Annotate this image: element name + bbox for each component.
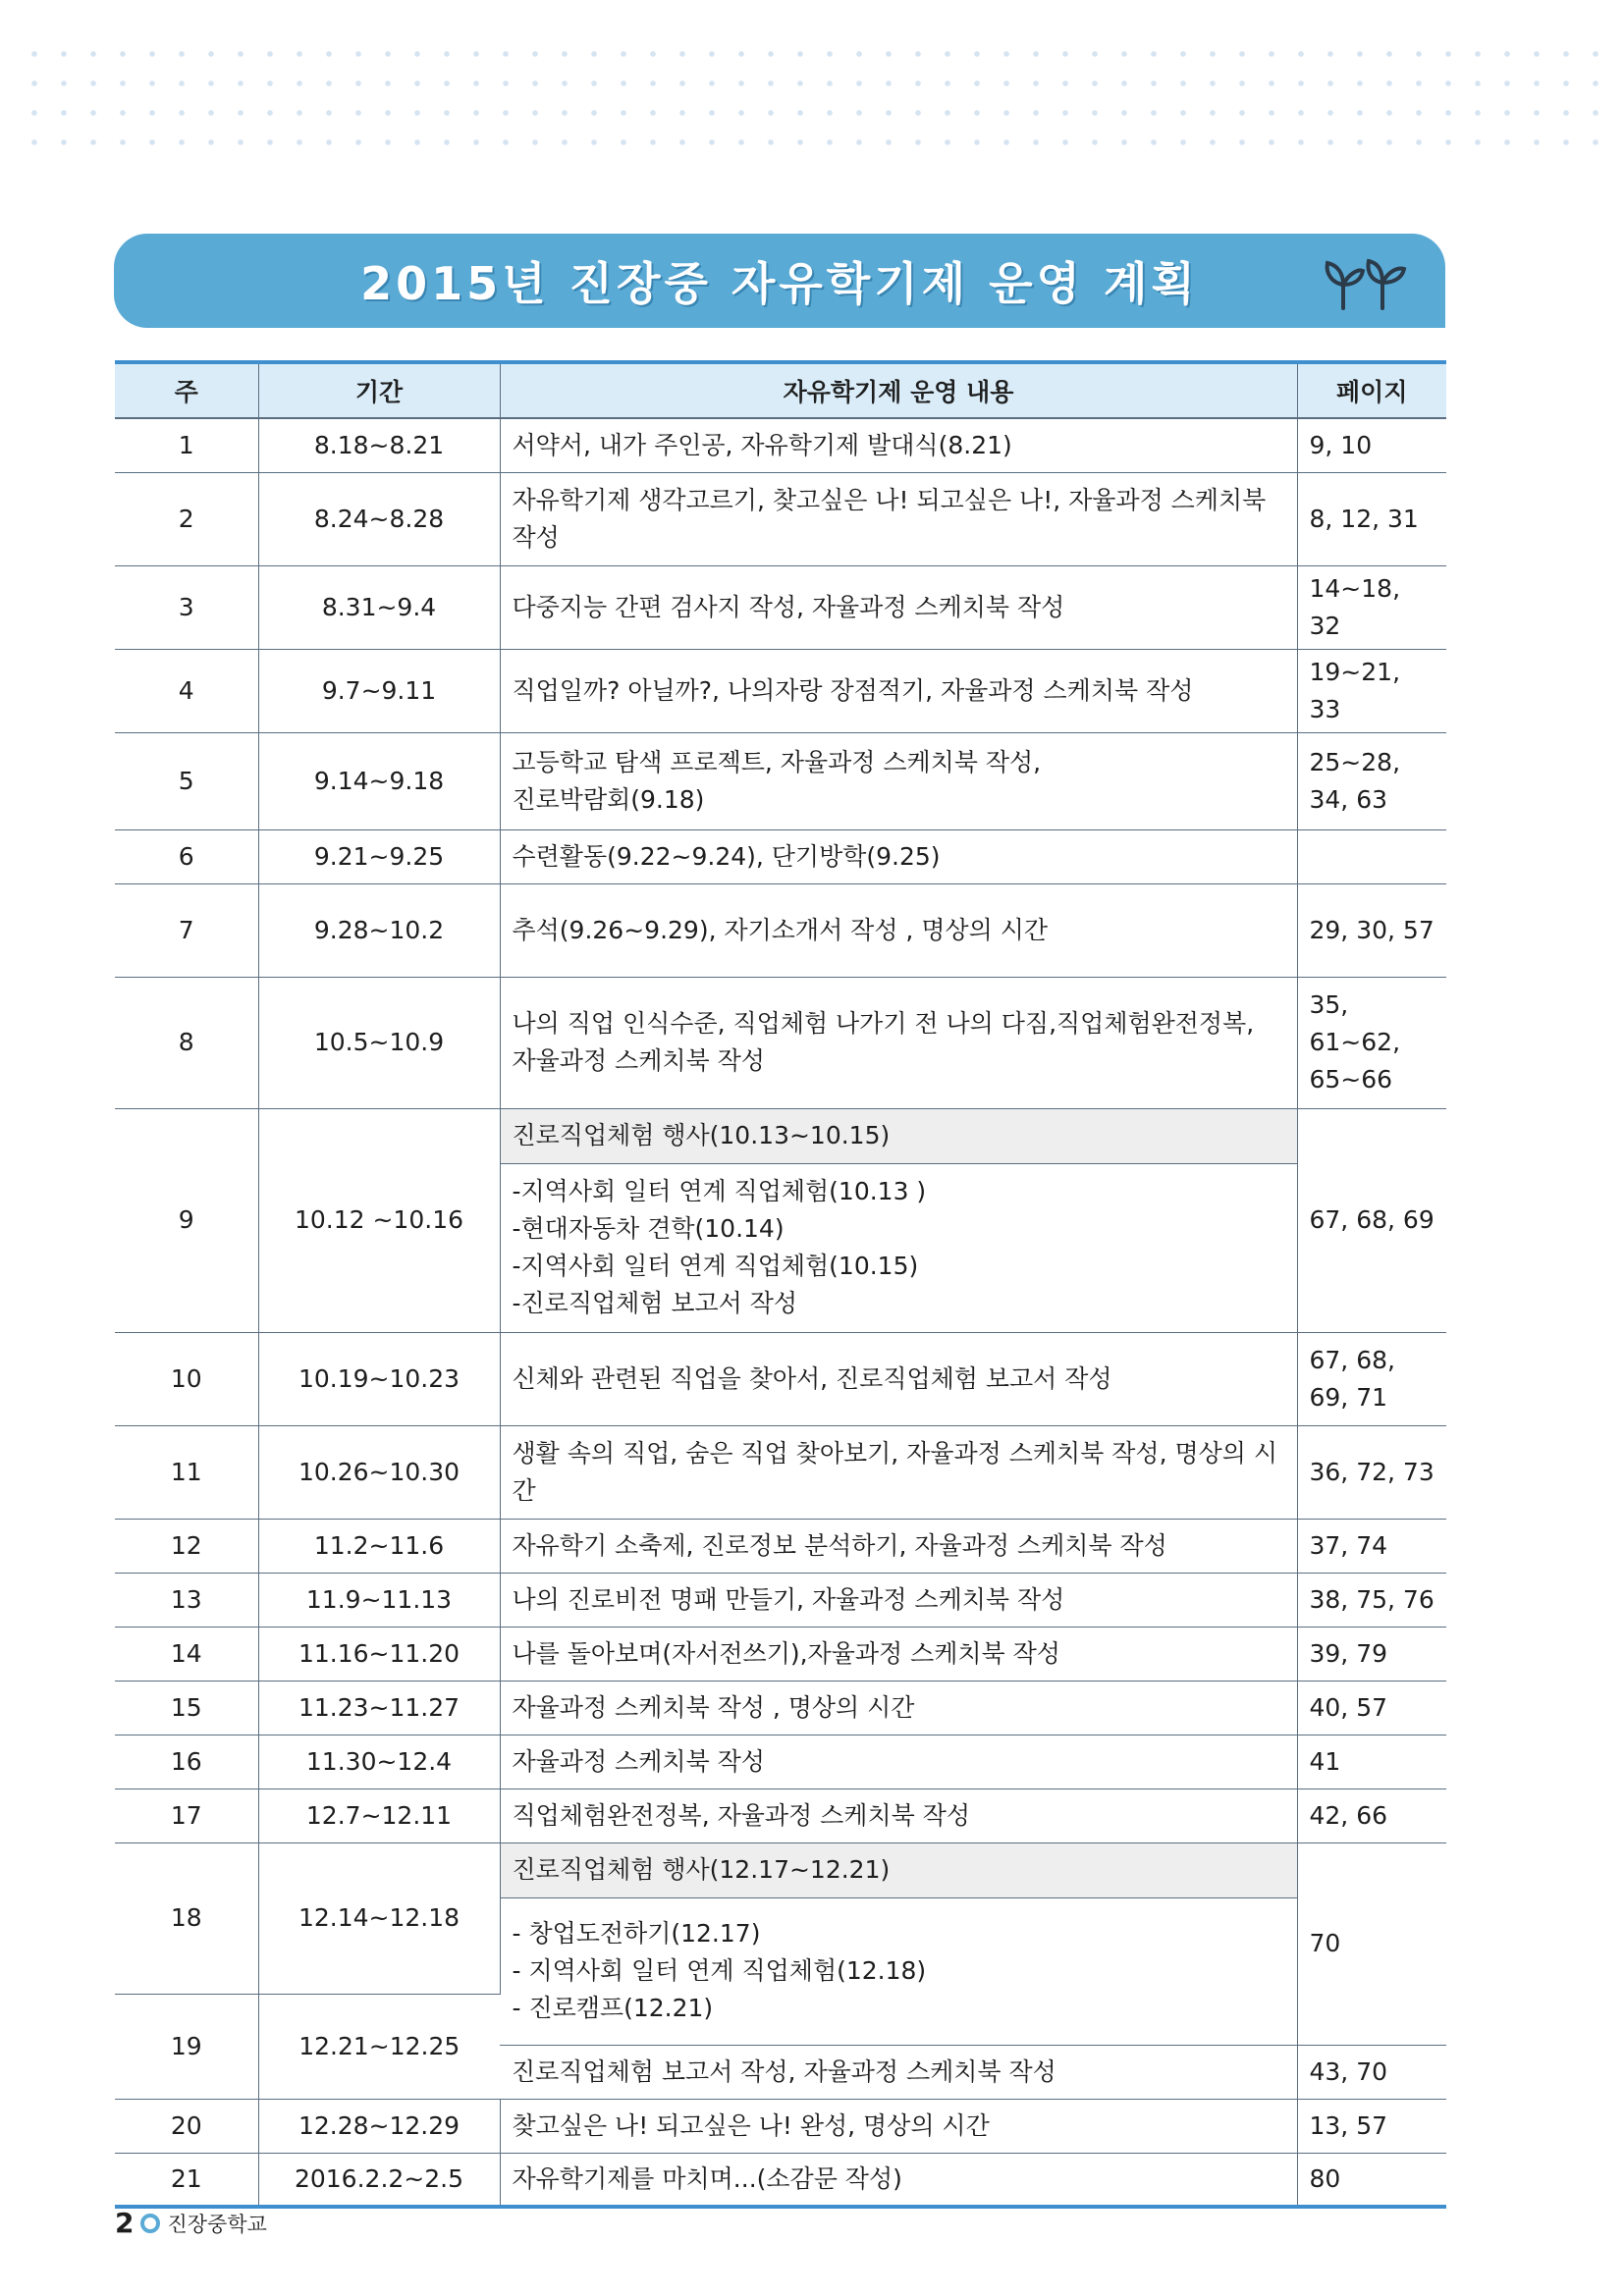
week-cell: 19 [115,1994,258,2099]
table-row [115,649,1446,732]
table-row [115,565,1446,649]
schedule-table [115,360,1446,2209]
pages-cell: 36, 72, 73 [1297,1425,1446,1519]
period-cell: 11.16~11.20 [258,1627,500,1681]
pages-line: 61~62, [1309,1028,1401,1056]
content-cell: 신체와 관련된 직업을 찾아서, 진로직업체험 보고서 작성 [500,1332,1297,1425]
period-cell: 10.5~10.9 [258,977,500,1108]
content-line: 진로박람회(9.18) [512,784,705,814]
pages-cell: 13, 57 [1297,2099,1446,2153]
content-cell [500,1163,1297,1332]
pages-line: 25~28, [1309,747,1401,776]
col-header-week: 주 [115,362,258,418]
col-header-content: 자유학기제 운영 내용 [500,362,1297,418]
period-cell: 12.7~12.11 [258,1789,500,1842]
week-cell: 17 [115,1789,258,1842]
pages-cell: 19~21, 33 [1297,649,1446,732]
table-row [115,1842,1446,1897]
period-cell: 11.23~11.27 [258,1681,500,1735]
content-cell: 나의 직업 인식수준, 직업체험 나가기 전 나의 다짐,직업체험완전정복, 자율과정 스케치북 작성 [500,977,1297,1108]
page-title: 2015년 진장중 자유학기제 운영 계획 [360,257,1199,310]
content-line: -현대자동차 견학(10.14) [512,1214,785,1243]
pages-cell: 43, 70 [1297,2045,1446,2099]
period-cell: 9.21~9.25 [258,829,500,883]
pages-cell [1297,829,1446,883]
pages-cell: 29, 30, 57 [1297,883,1446,977]
period-cell: 9.28~10.2 [258,883,500,977]
content-cell: 추석(9.26~9.29), 자기소개서 작성 , 명상의 시간 [500,883,1297,977]
pages-cell: 8, 12, 31 [1297,472,1446,565]
period-cell: 11.30~12.4 [258,1735,500,1789]
period-cell: 12.28~12.29 [258,2099,500,2153]
pages-cell: 9, 10 [1297,418,1446,472]
col-header-pages: 페이지 [1297,362,1446,418]
table-row [115,1108,1446,1163]
table-row [115,883,1446,977]
pages-cell: 67, 68, 69 [1297,1108,1446,1332]
content-line: 고등학교 탐색 프로젝트, 자율과정 스케치북 작성, [512,747,1042,776]
period-cell: 8.31~9.4 [258,565,500,649]
pages-line: 65~66 [1309,1065,1393,1094]
table-row [115,732,1446,829]
week-cell: 9 [115,1108,258,1332]
table-row [115,1735,1446,1789]
week-cell: 2 [115,472,258,565]
period-cell: 11.2~11.6 [258,1519,500,1573]
pages-cell: 39, 79 [1297,1627,1446,1681]
col-header-period: 기간 [258,362,500,418]
table-row [115,2099,1446,2153]
table-row [115,1519,1446,1573]
period-cell: 8.24~8.28 [258,472,500,565]
table-row [115,1573,1446,1627]
content-cell: 찾고싶은 나! 되고싶은 나! 완성, 명상의 시간 [500,2099,1297,2153]
content-cell: 진로직업체험 보고서 작성, 자율과정 스케치북 작성 [500,2045,1297,2099]
content-line: - 지역사회 일터 연계 직업체험(12.18) [512,1956,927,1985]
school-logo-icon [139,2213,161,2234]
pages-cell: 41 [1297,1735,1446,1789]
content-line: -지역사회 일터 연계 직업체험(10.13 ) [512,1177,927,1205]
header-row [115,362,1446,418]
pages-cell: 42, 66 [1297,1789,1446,1842]
week-cell: 10 [115,1332,258,1425]
period-cell: 8.18~8.21 [258,418,500,472]
event-title-cell: 진로직업체험 행사(10.13~10.15) [500,1108,1297,1163]
week-cell: 3 [115,565,258,649]
content-cell [500,732,1297,829]
week-cell: 1 [115,418,258,472]
page-number: 2 [115,2207,135,2239]
pages-cell [1297,977,1446,1108]
week-cell: 11 [115,1425,258,1519]
content-cell: 자율과정 스케치북 작성 , 명상의 시간 [500,1681,1297,1735]
event-title-cell: 진로직업체험 행사(12.17~12.21) [500,1842,1297,1897]
dot-pattern [20,39,1604,167]
week-cell: 4 [115,649,258,732]
content-cell: 다중지능 간편 검사지 작성, 자율과정 스케치북 작성 [500,565,1297,649]
pages-cell: 70 [1297,1842,1446,2045]
period-cell: 9.14~9.18 [258,732,500,829]
content-cell: 자유학기제를 마치며...(소감문 작성) [500,2153,1297,2207]
table-row [115,1627,1446,1681]
content-cell: 서약서, 내가 주인공, 자유학기제 발대식(8.21) [500,418,1297,472]
content-cell: 자유학기 소축제, 진로정보 분석하기, 자율과정 스케치북 작성 [500,1519,1297,1573]
school-name: 진장중학교 [167,2212,267,2236]
week-cell: 12 [115,1519,258,1573]
week-cell: 6 [115,829,258,883]
week-cell: 21 [115,2153,258,2207]
table-row [115,1681,1446,1735]
pages-cell: 38, 75, 76 [1297,1573,1446,1627]
sprout-icon [1322,255,1410,310]
period-cell: 10.26~10.30 [258,1425,500,1519]
table-row [115,472,1446,565]
period-cell: 10.12 ~10.16 [258,1108,500,1332]
content-line: - 진로캠프(12.21) [512,1994,714,2022]
pages-line: 67, 68, [1309,1345,1395,1374]
period-cell: 10.19~10.23 [258,1332,500,1425]
week-cell: 15 [115,1681,258,1735]
pages-line: 35, [1309,990,1349,1019]
content-cell: 나를 돌아보며(자서전쓰기),자율과정 스케치북 작성 [500,1627,1297,1681]
week-cell: 5 [115,732,258,829]
period-cell: 9.7~9.11 [258,649,500,732]
period-cell: 12.14~12.18 [258,1842,500,1994]
table-row [115,418,1446,472]
week-cell: 7 [115,883,258,977]
content-cell: 직업일까? 아닐까?, 나의자랑 장점적기, 자율과정 스케치북 작성 [500,649,1297,732]
pages-line: 69, 71 [1309,1382,1388,1412]
week-cell: 20 [115,2099,258,2153]
table-row [115,2153,1446,2207]
table-row [115,1425,1446,1519]
pages-cell: 40, 57 [1297,1681,1446,1735]
week-cell: 13 [115,1573,258,1627]
content-cell: 수련활동(9.22~9.24), 단기방학(9.25) [500,829,1297,883]
content-cell: 직업체험완전정복, 자율과정 스케치북 작성 [500,1789,1297,1842]
period-cell: 12.21~12.25 [258,1994,500,2099]
title-banner [114,234,1445,328]
pages-cell [1297,732,1446,829]
content-cell [500,1897,1297,2045]
week-cell: 18 [115,1842,258,1994]
table-row [115,1789,1446,1842]
pages-line: 34, 63 [1309,784,1388,814]
pages-cell: 37, 74 [1297,1519,1446,1573]
page-footer [115,2207,267,2239]
table-row [115,829,1446,883]
period-cell: 2016.2.2~2.5 [258,2153,500,2207]
content-cell: 자율과정 스케치북 작성 [500,1735,1297,1789]
pages-cell: 14~18, 32 [1297,565,1446,649]
table-row [115,977,1446,1108]
content-line: -진로직업체험 보고서 작성 [512,1289,798,1317]
week-cell: 14 [115,1627,258,1681]
content-cell: 나의 진로비전 명패 만들기, 자율과정 스케치북 작성 [500,1573,1297,1627]
content-line: -지역사회 일터 연계 직업체험(10.15) [512,1252,919,1280]
period-cell: 11.9~11.13 [258,1573,500,1627]
week-cell: 8 [115,977,258,1108]
table-row [115,1332,1446,1425]
pages-cell: 80 [1297,2153,1446,2207]
content-line: - 창업도전하기(12.17) [512,1919,761,1948]
week-cell: 16 [115,1735,258,1789]
pages-cell [1297,1332,1446,1425]
content-cell: 자유학기제 생각고르기, 찾고싶은 나! 되고싶은 나!, 자율과정 스케치북 작성 [500,472,1297,565]
content-cell: 생활 속의 직업, 숨은 직업 찾아보기, 자율과정 스케치북 작성, 명상의 시간 [500,1425,1297,1519]
